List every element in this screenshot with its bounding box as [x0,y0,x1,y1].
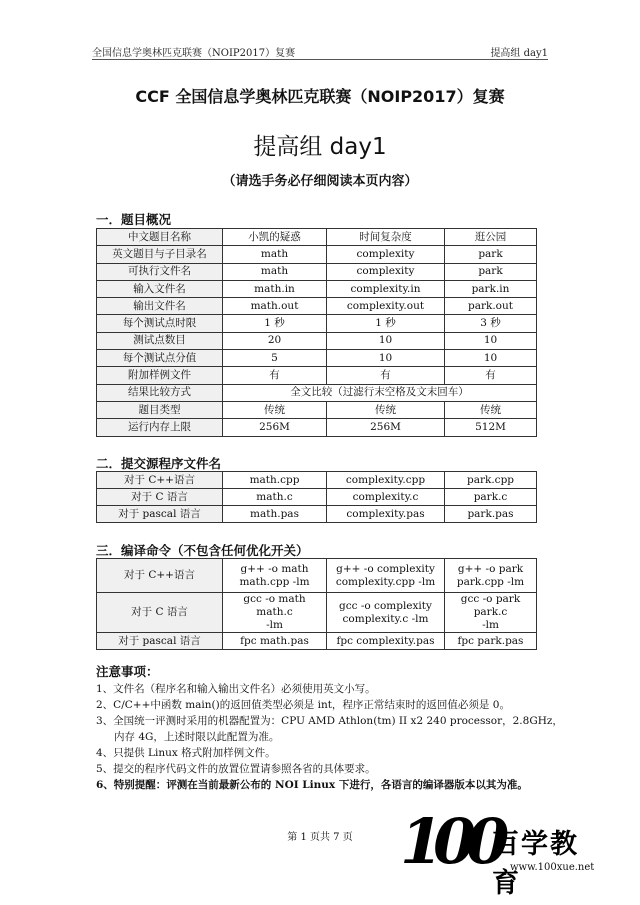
table-cell: 256M [327,419,445,436]
cell-line: g++ -o park [457,562,524,575]
page-number: 第 1 页共 7 页 [287,832,353,843]
table-cell: 20 [223,332,327,349]
table-cell: 5 [223,350,327,367]
table-cell: 英文题目与子目录名 [97,246,223,263]
table-cell: complexity.in [327,280,445,297]
table-cell: 对于 C 语言 [97,593,223,633]
contest-title: CCF 全国信息学奥林匹克联赛（NOIP2017）复赛 [135,87,505,106]
table-cell: 可执行文件名 [97,263,223,280]
table-row [97,229,537,246]
note-item: 2、C/C++中函数 main()的返回值类型必须是 int，程序正常结束时的返回值必须是 0。 [96,699,510,711]
table-cell: 对于 pascal 语言 [97,506,223,523]
source-filename-table [96,471,537,523]
table-cell: 结果比较方式 [97,384,223,401]
table-row [97,367,537,384]
table-cell: 全文比较（过滤行末空格及文末回车） [223,384,537,401]
table-cell: park [445,246,537,263]
table-row [97,419,537,436]
table-cell: park.pas [445,506,537,523]
table-cell: complexity [327,246,445,263]
table-cell: 测试点数目 [97,332,223,349]
table-row [97,633,537,650]
table-row [97,298,537,315]
table-row [97,506,537,523]
table-cell [223,559,327,593]
section3-heading: 三．编译命令（不包含任何优化开关） [96,543,309,558]
table-cell [445,593,537,633]
table-cell: 中文题目名称 [97,229,223,246]
table-cell: park.c [445,489,537,506]
cell-line: g++ -o complexity [336,562,435,575]
cell-line: complexity.c -lm [342,612,429,625]
table-row [97,280,537,297]
table-cell: 对于 C++语言 [97,472,223,489]
warning-text: 评测在当前最新公布的 NOI Linux 下进行，各语言的编译器版本以其为准。 [166,779,528,791]
notes-title: 注意事项： [96,664,159,679]
watermark-logo [400,805,600,899]
table-cell: math.pas [223,506,327,523]
table-cell: 1 秒 [223,315,327,332]
table-cell: 每个测试点时限 [97,315,223,332]
table-cell: 3 秒 [445,315,537,332]
table-row [97,246,537,263]
table-cell: 题目类型 [97,401,223,418]
table-cell: 有 [445,367,537,384]
table-cell: math.in [223,280,327,297]
table-cell: park.in [445,280,537,297]
logo-number: 100 [400,805,500,878]
notes-list [96,681,563,793]
table-cell: 输出文件名 [97,298,223,315]
cell-line: gcc -o math math.c [243,593,306,618]
table-cell: 附加样例文件 [97,367,223,384]
header-left-text: 全国信息学奥林匹克联赛（NOIP2017）复赛 [92,48,296,59]
table-cell: 传统 [445,401,537,418]
table-cell [327,593,445,633]
section1-heading: 一．题目概况 [96,212,172,227]
table-row [97,489,537,506]
table-cell: complexity.c [327,489,445,506]
table-cell: complexity.out [327,298,445,315]
note-item: 4、只提供 Linux 格式附加样例文件。 [96,747,276,759]
table-cell: complexity.cpp [327,472,445,489]
table-cell: park [445,263,537,280]
table-cell: math [223,263,327,280]
table-row [97,559,537,593]
table-row [97,384,537,401]
table-cell: 1 秒 [327,315,445,332]
table-cell: 10 [445,350,537,367]
table-cell: 有 [327,367,445,384]
table-cell: complexity.pas [327,506,445,523]
table-row [97,472,537,489]
table-cell: 对于 pascal 语言 [97,633,223,650]
table-cell: 512M [445,419,537,436]
table-cell: 256M [223,419,327,436]
note-item-warning [96,777,556,793]
logo-url: www.100xue.net [510,862,595,873]
cell-line: -lm [482,619,499,631]
table-cell: 逛公园 [445,229,537,246]
reading-notice: （请选手务必仔细阅读本页内容） [222,174,418,189]
cell-line: gcc -o complexity [339,599,432,612]
cell-line: -lm [266,619,283,631]
table-cell: 10 [445,332,537,349]
header-right-text: 提高组 day1 [490,48,548,59]
group-title: 提高组 day1 [253,134,387,160]
table-cell: math.c [223,489,327,506]
note-item: 5、提交的程序代码文件的放置位置请参照各省的具体要求。 [96,763,376,775]
table-cell: complexity [327,263,445,280]
cell-line: math.cpp -lm [239,575,310,588]
table-row [97,332,537,349]
table-row [97,593,537,633]
table-cell [445,559,537,593]
logo-brand: 百学教育 [492,829,579,899]
cell-line: g++ -o math [240,562,309,575]
table-cell: 传统 [223,401,327,418]
note-item-continuation: 内存 4G，上述时限以此配置为准。 [114,731,280,743]
table-row [97,263,537,280]
table-cell: math.out [223,298,327,315]
cell-line: park.cpp -lm [456,575,525,588]
table-cell [327,559,445,593]
table-cell: park.out [445,298,537,315]
table-cell: 运行内存上限 [97,419,223,436]
table-cell: 每个测试点分值 [97,350,223,367]
problem-overview-table [96,228,537,437]
table-row [97,350,537,367]
table-cell: 对于 C++语言 [97,559,223,593]
running-header [92,44,548,60]
table-cell: 时间复杂度 [327,229,445,246]
table-cell: 小凯的疑惑 [223,229,327,246]
table-cell: 传统 [327,401,445,418]
table-row [97,401,537,418]
table-cell: 10 [327,350,445,367]
note-item: 3、全国统一评测时采用的机器配置为：CPU AMD Athlon(tm) II x2 240 processor，2.8GHz， [96,715,563,727]
table-cell: 对于 C 语言 [97,489,223,506]
table-row [97,315,537,332]
table-cell: 10 [327,332,445,349]
table-cell: 有 [223,367,327,384]
table-cell: fpc math.pas [223,633,327,650]
note-item: 1、文件名（程序名和输入输出文件名）必须使用英文小写。 [96,683,376,695]
section2-heading: 二．提交源程序文件名 [96,456,222,471]
warning-label: 6、特别提醒： [96,779,167,791]
table-cell [223,593,327,633]
table-cell: 输入文件名 [97,280,223,297]
table-cell: fpc park.pas [445,633,537,650]
table-cell: math.cpp [223,472,327,489]
cell-line: gcc -o park park.c [460,593,521,618]
table-cell: park.cpp [445,472,537,489]
compile-command-table [96,558,537,650]
table-cell: math [223,246,327,263]
cell-line: complexity.cpp -lm [335,575,436,588]
table-cell: fpc complexity.pas [327,633,445,650]
